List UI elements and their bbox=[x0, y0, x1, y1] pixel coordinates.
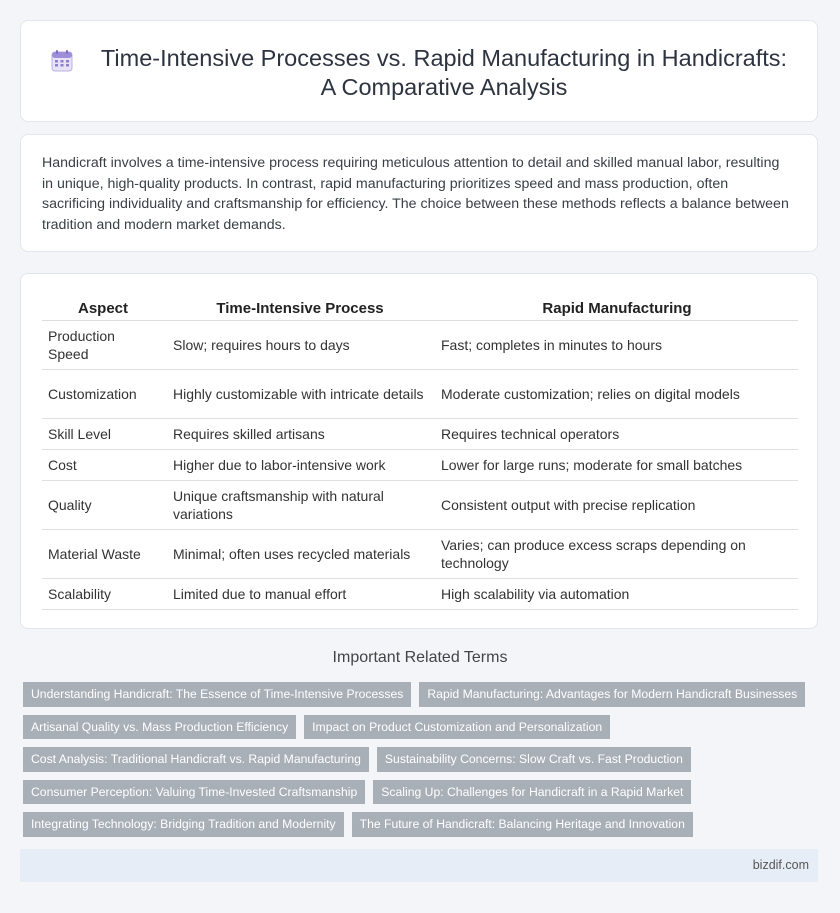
header-card bbox=[20, 20, 818, 122]
table-row bbox=[42, 419, 798, 450]
cell-time-intensive: Highly customizable with intricate details bbox=[164, 370, 436, 419]
footer bbox=[20, 849, 818, 882]
cell-rapid: Moderate customization; relies on digital models bbox=[436, 370, 798, 419]
intro-text: Handicraft involves a time-intensive process requiring meticulous attention to detail and skilled manual labor, resulting in unique, high-quality products. In contrast, rapid manufacturing prioritizes speed and mass production, often sacrificing individuality and craftsmanship for efficiency. The choice between these methods reflects a balance between tradition and modern market demands. bbox=[42, 155, 789, 233]
cell-rapid: Requires technical operators bbox=[436, 419, 798, 450]
comparison-card bbox=[20, 273, 818, 629]
cell-time-intensive: Slow; requires hours to days bbox=[164, 321, 436, 370]
cell-aspect: Customization bbox=[42, 370, 164, 419]
cell-aspect: Production Speed bbox=[42, 321, 164, 370]
cell-rapid: High scalability via automation bbox=[436, 579, 798, 610]
cell-time-intensive: Higher due to labor-intensive work bbox=[164, 450, 436, 481]
related-term-link[interactable]: Integrating Technology: Bridging Tradition and Modernity bbox=[23, 812, 344, 837]
related-term-link[interactable]: Scaling Up: Challenges for Handicraft in a Rapid Market bbox=[373, 780, 691, 805]
cell-rapid: Consistent output with precise replication bbox=[436, 481, 798, 530]
table-header-row bbox=[42, 295, 798, 321]
related-terms-title: Important Related Terms bbox=[332, 649, 508, 666]
related-terms-list bbox=[23, 682, 803, 845]
cell-aspect: Quality bbox=[42, 481, 164, 530]
cell-rapid: Lower for large runs; moderate for small batches bbox=[436, 450, 798, 481]
related-term-link[interactable]: Artisanal Quality vs. Mass Production Efficiency bbox=[23, 715, 296, 740]
table-row bbox=[42, 450, 798, 481]
related-term-link[interactable]: Consumer Perception: Valuing Time-Invested Craftsmanship bbox=[23, 780, 365, 805]
header-aspect: Aspect bbox=[42, 295, 164, 321]
header-time-intensive: Time-Intensive Process bbox=[164, 295, 436, 321]
related-term-link[interactable]: Cost Analysis: Traditional Handicraft vs. Rapid Manufacturing bbox=[23, 747, 369, 772]
related-term-link[interactable]: Understanding Handicraft: The Essence of Time-Intensive Processes bbox=[23, 682, 411, 707]
related-term-link[interactable]: Rapid Manufacturing: Advantages for Modern Handicraft Businesses bbox=[419, 682, 805, 707]
table-row bbox=[42, 321, 798, 370]
cell-rapid: Varies; can produce excess scraps depending on technology bbox=[436, 530, 798, 579]
page-title-line1: Time-Intensive Processes vs. Rapid Manufacturing in Handicrafts: bbox=[100, 45, 788, 71]
header-rapid: Rapid Manufacturing bbox=[436, 295, 798, 321]
intro-card bbox=[20, 134, 818, 252]
page-title bbox=[91, 44, 797, 102]
table-row bbox=[42, 579, 798, 610]
table-row bbox=[42, 370, 798, 419]
cell-time-intensive: Unique craftsmanship with natural variations bbox=[164, 481, 436, 530]
related-term-link[interactable]: The Future of Handicraft: Balancing Heritage and Innovation bbox=[352, 812, 693, 837]
cell-aspect: Scalability bbox=[42, 579, 164, 610]
table-row bbox=[42, 481, 798, 530]
cell-rapid: Fast; completes in minutes to hours bbox=[436, 321, 798, 370]
page-title-line2: A Comparative Analysis bbox=[320, 74, 568, 100]
related-term-link[interactable]: Impact on Product Customization and Personalization bbox=[304, 715, 610, 740]
comparison-table bbox=[42, 295, 798, 610]
cell-aspect: Material Waste bbox=[42, 530, 164, 579]
cell-time-intensive: Minimal; often uses recycled materials bbox=[164, 530, 436, 579]
cell-time-intensive: Limited due to manual effort bbox=[164, 579, 436, 610]
cell-aspect: Skill Level bbox=[42, 419, 164, 450]
table-row bbox=[42, 530, 798, 579]
cell-aspect: Cost bbox=[42, 450, 164, 481]
cell-time-intensive: Requires skilled artisans bbox=[164, 419, 436, 450]
calendar-icon bbox=[50, 49, 74, 73]
related-term-link[interactable]: Sustainability Concerns: Slow Craft vs. Fast Production bbox=[377, 747, 691, 772]
footer-site-link[interactable]: bizdif.com bbox=[752, 858, 809, 872]
